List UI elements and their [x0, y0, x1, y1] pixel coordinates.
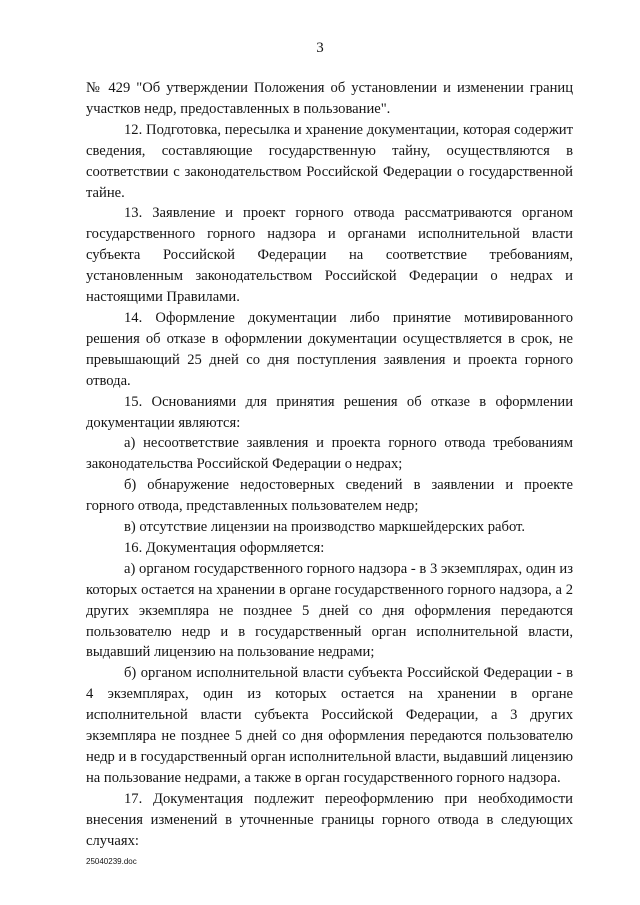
document-file-code: 25040239.doc [86, 857, 137, 866]
paragraph-16-b: б) органом исполнительной власти субъекта Российской Федерации - в 4 экземплярах, один из которых остается на хранении в органе исполнительной власти субъекта Российской Федерации, а 3 других экземпляра не позднее 5 дней со дня оформления передаются пользователю недр и в государственный орган исполнительной власти, выдавший лицензию на пользование недрами, а также в орган государственного горного надзора. [86, 665, 573, 786]
paragraph-12: 12. Подготовка, пересылка и хранение документации, которая содержит сведения, составляющие государственную тайну, осуществляются в соответствии с законодательством Российской Федерации о государственной тайне. [86, 121, 573, 201]
paragraph-16-a: а) органом государственного горного надзора - в 3 экземплярах, один из которых остается на хранении в органе государственного горного надзора, а 2 других экземпляра не позднее 5 дней со дня оформления передаются пользователю недр и в государственный орган исполнительной власти, выдавший лицензию на пользование недрами; [86, 560, 573, 661]
paragraph-17: 17. Документация подлежит переоформлению при необходимости внесения изменений в уточненные границы горного отвода в следующих случаях: [86, 790, 573, 849]
paragraph-law-reference: № 429 "Об утверждении Положения об установлении и изменении границ участков недр, предоставленных в пользование". [86, 80, 573, 117]
paragraph-15-a: а) несоответствие заявления и проекта горного отвода требованиям законодательства Российской Федерации о недрах; [86, 435, 573, 473]
paragraph-15-b: б) обнаружение недостоверных сведений в заявлении и проекте горного отвода, представленных пользователем недр; [86, 477, 573, 515]
paragraph-14: 14. Оформление документации либо принятие мотивированного решения об отказе в оформлении документации осуществляется в срок, не превышающий 25 дней со дня поступления заявления и проекта горного отвода. [86, 309, 573, 389]
page-number: 3 [316, 40, 324, 56]
paragraph-13: 13. Заявление и проект горного отвода рассматриваются органом государственного горного надзора и органами исполнительной власти субъекта Российской Федерации на соответствие требованиям, установленным законодательством Российской Федерации о недрах и настоящими Правилами. [86, 205, 573, 306]
paragraph-15: 15. Основаниями для принятия решения об отказе в оформлении документации являются: [86, 393, 573, 431]
document-body [86, 78, 573, 852]
paragraph-16: 16. Документация оформляется: [124, 539, 325, 556]
paragraph-15-v: в) отсутствие лицензии на производство маркшейдерских работ. [124, 519, 525, 536]
